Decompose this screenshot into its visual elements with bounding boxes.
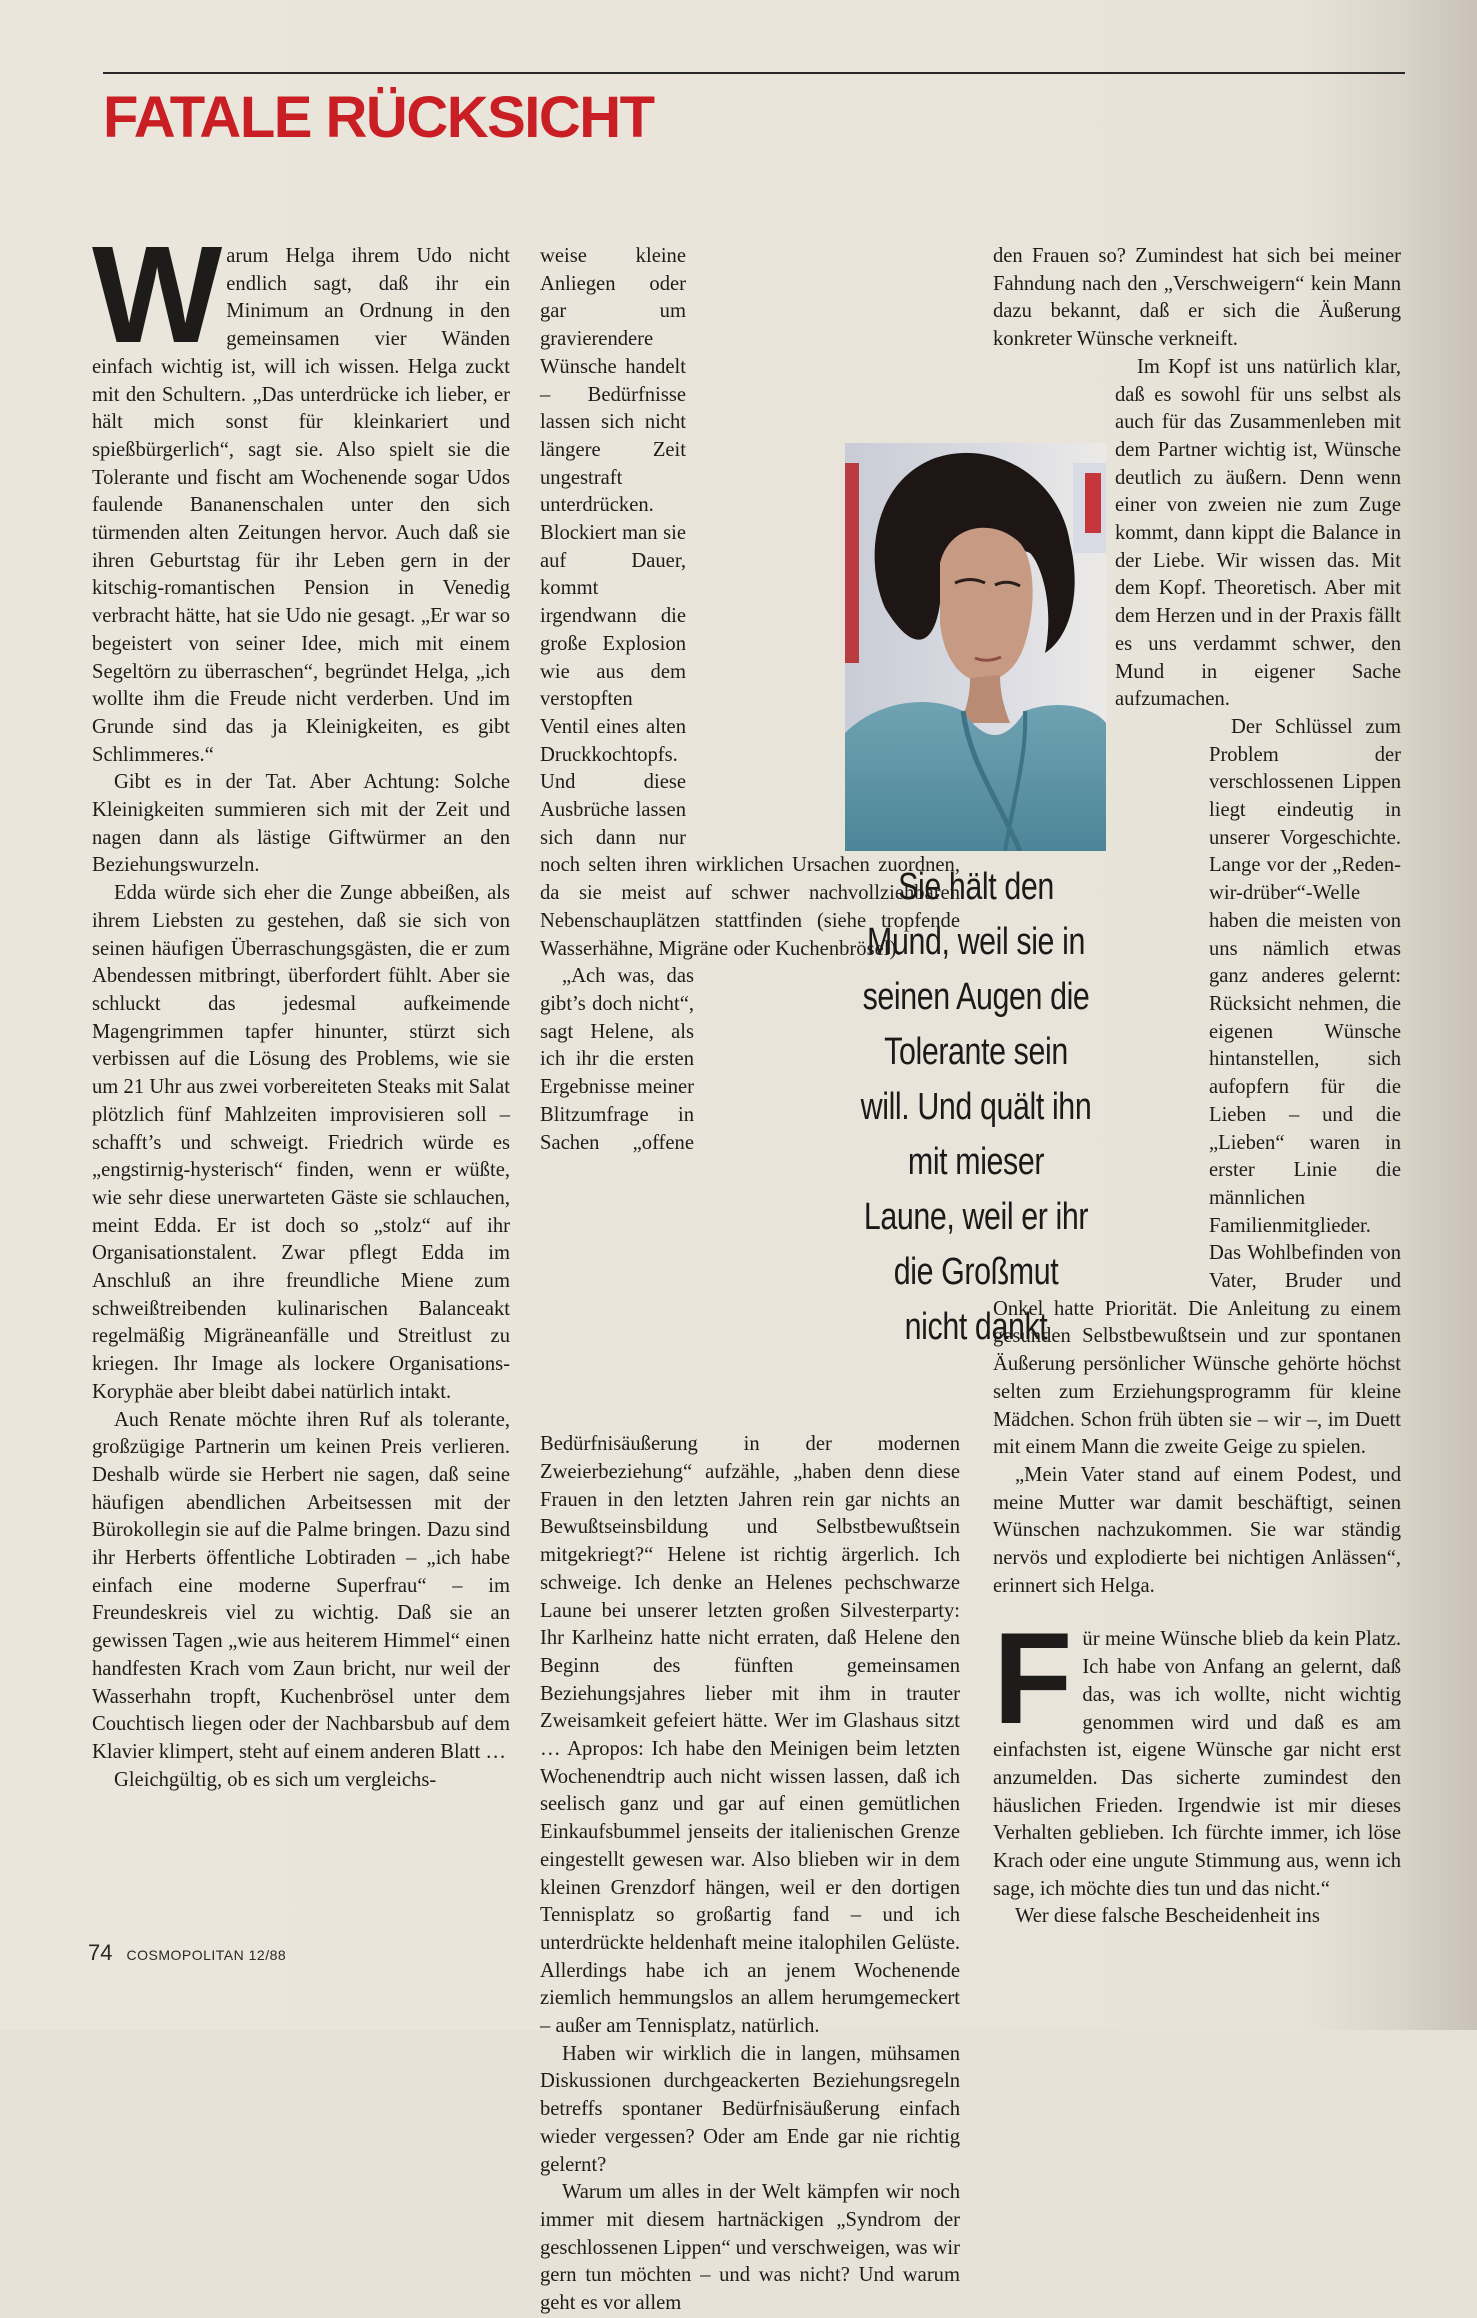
paragraph: „Mein Vater stand auf einem Podest, und meine Mutter war damit beschäftigt, seinen Wünschen nachzukommen. Sie war ständig nervös und explodierte bei nichtigen Anlässen“, erinnert sich Helga.	[993, 1463, 1401, 1597]
pullquote-spacer	[1091, 714, 1201, 1274]
paragraph-text: Im Kopf ist uns natürlich klar, daß es sowohl für uns selbst als auch für das Zusammenleben mit dem Partner wichtig ist, Wünsche deutlich zu äußern. Denn wenn einer von zweien nie zum Zuge kommt, dann kippt die Balance in der Liebe. Wir wissen das. Mit dem Kopf. Theoretisch. Aber mit dem Herzen und in der Praxis fällt es uns verdammt schwer, den Mund in eigener Sache aufzumachen.	[1115, 355, 1401, 711]
paragraph: Haben wir wirklich die in langen, mühsamen Diskussionen durchgeackerten Beziehungsregeln betreffs spontaner Bedürfnisäußerung einfach wieder vergessen? Oder am Ende gar nie richtig gelernt?	[540, 2042, 960, 2176]
paragraph: Gleichgültig, ob es sich um vergleichs-	[114, 1768, 437, 1791]
paragraph: Edda würde sich eher die Zunge abbeißen, als ihrem Liebsten zu gestehen, daß sie sich von seinen häufigen Überraschungsgästen, die er zum Abendessen mitbringt, überfordert fühlt. Aber sie schluckt das jedesmal aufkeimende Magengrimmen tapfer hinunter, stürzt sich verbissen auf die Lösung des Problems, wie sie um 21 Uhr aus zwei vorbereiteten Steaks mit Salat plötzlich fünf Mahlzeiten improvisieren soll – schafft’s und schweigt. Friedrich würde es „engstirnig-hysterisch“ finden, wenn er wüßte, wie sehr diese unerwarteten Gäste sie schlauchen, meint Edda. Er ist doch so „stolz“ auf ihr Organisationstalent. Zwar pflegt Edda im Anschluß an ihre freundliche Miene zum schweißtreibenden kulinarischen Balanceakt regelmäßig Migräneanfälle und Streitlust zu kriegen. Ihr Image als lockere Organisations-Koryphäe aber bleibt dabei natürlich intakt.	[92, 882, 510, 1403]
paragraph: Warum um alles in der Welt kämpfen wir noch immer mit diesem hartnäckigen „Syndrom der geschlossenen Lippen“ und verschweigen, was wir gern tun möchten – und was nicht? Und warum geht es vor allem	[540, 2181, 960, 2315]
woman-portrait-photo	[845, 443, 1106, 851]
article-title: FATALE RÜCKSICHT	[103, 85, 654, 150]
paragraph-text: Der Schlüssel zum Problem der verschlossenen Lippen liegt eindeutig in unserer Vorgeschichte. Lange vor der „Reden-wir-drüber“-Welle haben die meisten von uns nämlich etwas ganz anderes gelernt: Rücksicht nehmen, die eigenen Wünsche hintanstellen, sich aufopfern für die Lieben – und die „Lieben“ waren in erster Linie die männlichen Familienmitglieder. Das Wohlbefinden von Vater, Bruder und Onkel hatte Priorität. Die Anleitung zu einem gesunden Selbstbewußtsein und zur spontanen Äußerung persönlicher Wünsche gehörte höchst selten zum Erziehungsprogramm für kleine Mädchen. Schon früh übten sie – wir –, im Duett mit einem Mann die zweite Geige zu spielen.	[993, 715, 1401, 1459]
paragraph: Gibt es in der Tat. Aber Achtung: Solche Kleinigkeiten summieren sich mit der Zeit und nagen dann als lästige Giftwürmer an den Beziehungswurzeln.	[92, 771, 510, 877]
paragraph: Auch Renate möchte ihren Ruf als tolerante, großzügige Partnerin um keinen Preis verlieren. Deshalb würde sie Herbert nie sagen, daß seine häufigen abendlichen Arbeitsessen mit der Bürokollegin sie auf die Palme bringen. Dazu sind ihr Herberts öffentliche Lobtiraden – „ich habe einfach eine moderne Superfrau“ – im Freundeskreis viel zu wichtig. Daß sie an gewissen Tagen „wie aus heiterem Himmel“ einen handfesten Krach vom Zaun bricht, nur weil der Wasserhahn tropft, Kuchenbrösel unter dem Couchtisch liegen oder der Nachbarsbub auf dem Klavier klimpert, steht auf einem anderen Blatt …	[92, 1408, 510, 1763]
paragraph: den Frauen so? Zumindest hat sich bei meiner Fahndung nach den „Verschweigern“ kein Mann dazu bekannt, daß er sich die Äußerung konkreter Wünsche verkneift.	[993, 245, 1401, 351]
column-1	[92, 218, 510, 1794]
paragraph-text: arum Helga ihrem Udo nicht endlich sagt, daß ihr ein Minimum an Ordnung in den gemeinsamen vier Wänden einfach wichtig ist, will ich wissen. Helga zuckt mit den Schultern. „Das unterdrücke ich lieber, er hält mich sonst für kleinkariert und spießbürgerlich“, sagt sie. Also spielt sie die Tolerante und fischt am Wochenende sogar Udos faulende Bananenschalen unter den sich türmenden alten Zeitungen hervor. Auch daß sie ihren Geburtstag für ihr Leben gern in der kitschig-romantischen Pension in Venedig verbracht hätte, hat sie Udo nie gesagt. „Er war so begeistert von seiner Idee, mich mit einem Segeltörn zu überraschen“, begründet Helga, „ich wollte ihm die Freude nicht verderben. Und im Grunde sind das ja Kleinigkeiten, es gibt Schlimmeres.“	[92, 245, 510, 766]
paragraph	[993, 1605, 1401, 1903]
paragraph-text: weise kleine Anliegen oder gar um gravierendere Wünsche handelt – Bedürfnisse lassen sich nicht längere Zeit ungestraft unterdrücken. Blockiert man sie auf Dauer, kommt irgendwann die große Explosion wie aus dem verstopften Ventil eines alten Druckkochtopfs. Und diese Ausbrüche lassen sich dann nur noch selten ihren wirklichen Ursachen zuordnen, da sie meist auf schwer nachvollziehbaren Nebenschauplätzen stattfinden (siehe tropfende Wasserhähne, Migräne oder Kuchenbrösel).	[540, 245, 960, 960]
drop-cap: W	[92, 218, 219, 372]
footer	[88, 1940, 286, 1966]
top-rule	[103, 72, 1405, 74]
paragraph: Wer diese falsche Bescheidenheit ins	[1015, 1905, 1320, 1928]
drop-cap: F	[993, 1605, 1073, 1752]
paragraph-text: ür meine Wünsche blieb da kein Platz. Ich habe von Anfang an gelernt, daß das, was ich wollte, nicht wichtig genommen wird und daß es am einfachsten ist, eigene Wünsche gar nicht erst anzumelden. Das sicherte zumindest den häuslichen Frieden. Irgendwie ist mir dieses Verhalten geblieben. Ich fürchte immer, ich löse Krach oder eine ungute Stimmung aus, wenn ich sage, ich möchte dies tun und das nicht.“	[993, 1628, 1401, 1900]
paragraph	[92, 218, 510, 769]
pull-quote: Sie hält den Mund, weil sie in seinen Augen die Tolerante sein will. Und quält ihn mit mieser Laune, weil er ihr die Großmut nicht dankt	[860, 866, 1092, 1348]
paragraph-text: „Ach was, das gibt’s doch nicht“, sagt Helene, als ich ihr die ersten Ergebnisse meiner Blitzumfrage in Sachen „offene Bedürfnisäußerung in der modernen Zweierbeziehung“ aufzähle, „haben denn diese Frauen in den letzten Jahren rein gar nichts an Bewußtseinsbildung und Selbstbewußtsein mitgekriegt?“ Helene ist richtig ärgerlich. Ich schweige. Ich denke an Helenes pechschwarze Laune bei unserer letzten großen Silvesterparty: Ihr Karlheinz hatte nicht erraten, daß Helene den Beginn des fünften gemeinsamen Beziehungsjahres lieber mit ihm in trauter Zweisamkeit gefeiert hätte. Wer im Glashaus sitzt … Apropos: Ich habe den Meinigen beim letzten Wochenendtrip auch nicht wissen lassen, daß ich seelisch ganz und gar auf einen gemütlichen Einkaufsbummel jenseits der italienischen Grenze eingestellt gewesen war. Also blieben wir in dem kleinen Grenzdorf hängen, weil er den dortigen Tennisplatz so großartig fand – und ich unterdrückte heldenhaft meine italophilen Gelüste. Allerdings habe ich an jenem Wochenende ziemlich hemmungslos an allem herumgemeckert – außer am Tennisplatz, natürlich.	[540, 965, 960, 2038]
magazine-issue: COSMOPOLITAN 12/88	[126, 1947, 287, 1963]
page-number: 74	[88, 1940, 113, 1965]
